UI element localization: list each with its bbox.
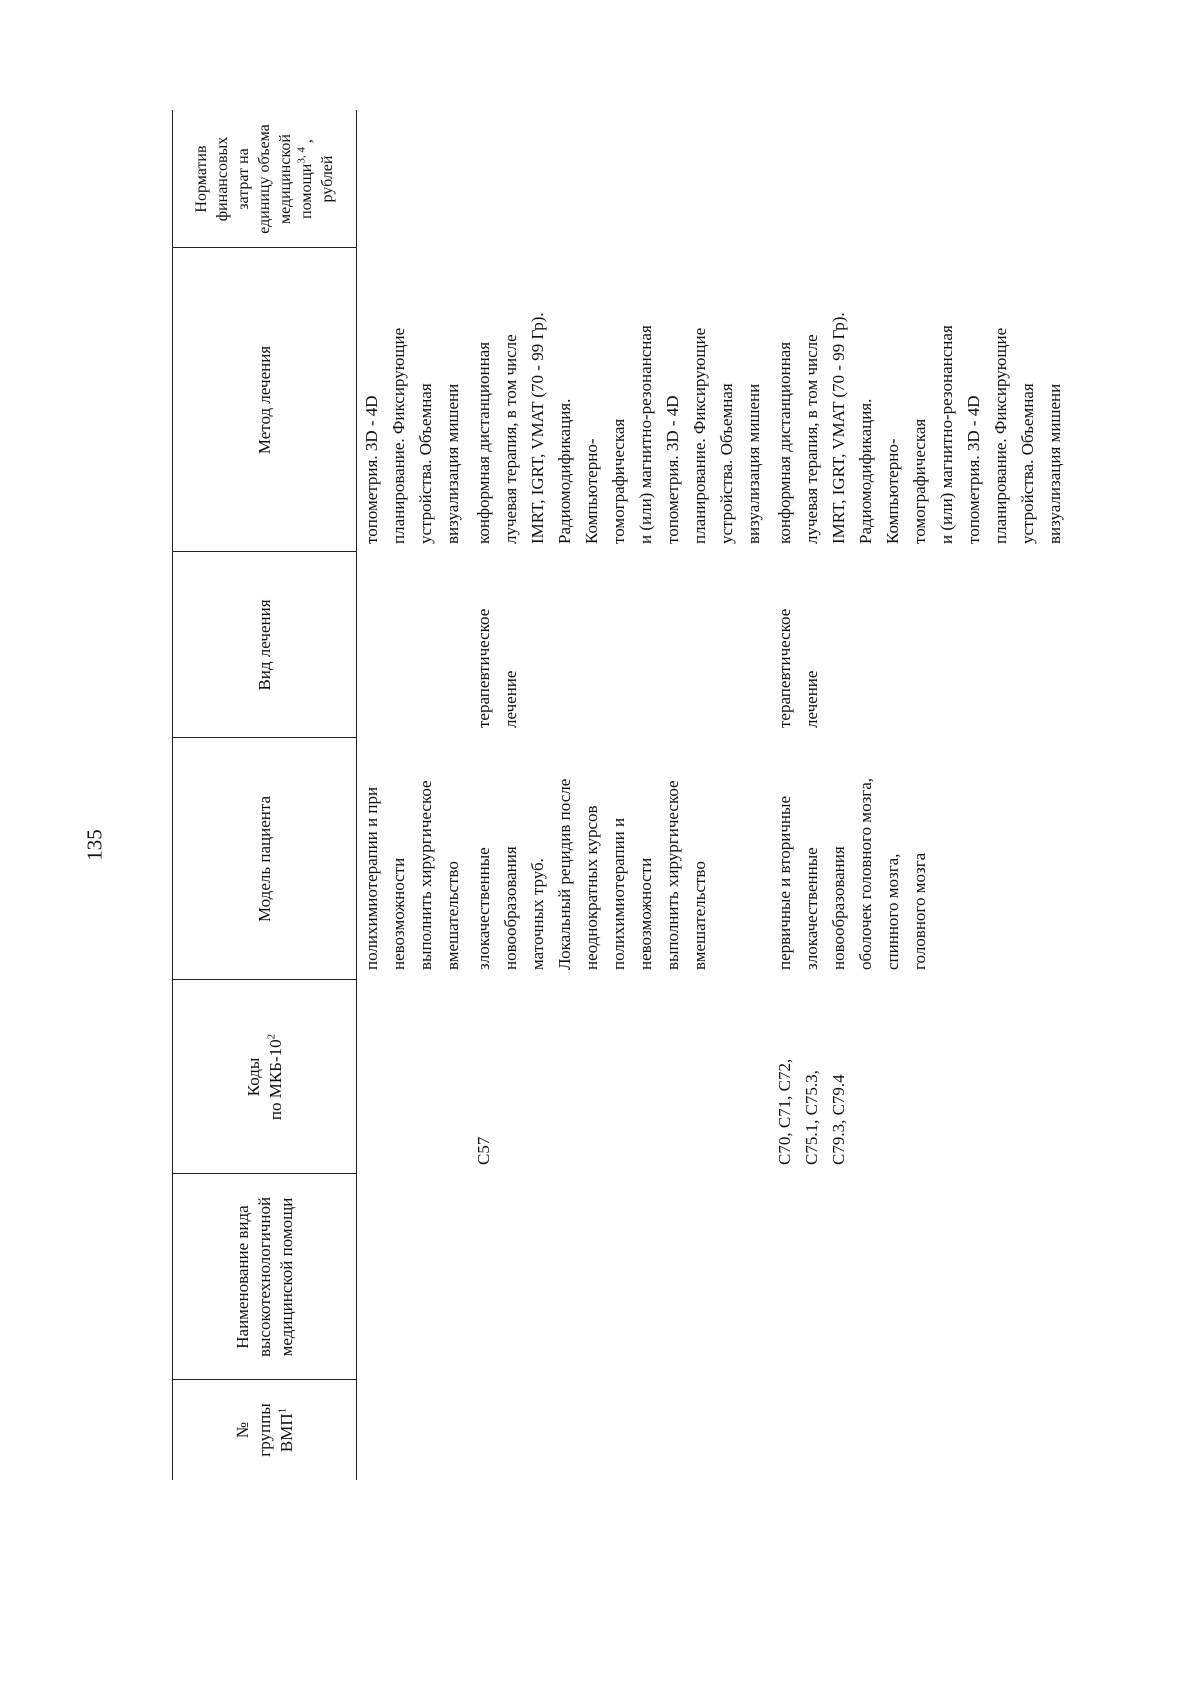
header-method: Метод лечения xyxy=(254,345,274,455)
row2-codes: C57 xyxy=(474,1136,493,1165)
header-name: Наименование вида высокотехнологичной медицинской помощи xyxy=(232,1196,296,1358)
header-codes: Коды по МКБ-$10^2$ xyxy=(243,1033,285,1121)
table-header xyxy=(172,110,357,1480)
header-norm: Норматив финансовых затрат на единицу объема медицинской помощи$^{3, 4}$ , рублей xyxy=(193,124,336,234)
row1-method: топометрия. 3D - 4D планирование. Фиксирующие устройства. Объемная визуализация мишени xyxy=(362,327,462,544)
table-body xyxy=(358,110,1148,1480)
row3-model: первичные и вторичные злокачественные новообразования оболочек головного мозга, спинного мозга, головного мозга xyxy=(775,777,929,970)
row1-model: полихимиотерапии и при невозможности выполнить хирургическое вмешательство xyxy=(362,780,462,970)
page-number: 135 xyxy=(82,829,107,861)
row2-model: злокачественные новообразования маточных труб. Локальный рецидив после неоднократных курсов полихимиотерапии и невозможности выполнить хирургическое вмешательство xyxy=(474,778,709,970)
row3-codes: C70, C71, C72, C75.1, C75.3, C79.3, C79.4 xyxy=(775,1058,848,1165)
row3-type: терапевтическое лечение xyxy=(775,608,821,728)
row2-type: терапевтическое лечение xyxy=(474,608,520,728)
header-group: № группы ВМП$^1$ xyxy=(232,1403,296,1457)
row3-method: конформная дистанционная лучевая терапия, в том числе IMRT, IGRT, VMAT (70 - 99 Гр). Радиомодификация. Компьютерно- томографическая и (или) магнитно-резонансная топометрия. 3D - 4D планирование. Фиксирующие устройства. Объемная визуализация мишени xyxy=(775,312,1064,544)
header-model: Модель пациента xyxy=(254,795,274,923)
row2-method: конформная дистанционная лучевая терапия, в том числе IMRT, IGRT, VMAT (70 - 99 Гр). Радиомодификация. Компьютерно- томографическая и (или) магнитно-резонансная топометрия. 3D - 4D планирование. Фиксирующие устройства. Объемная визуализация мишени xyxy=(474,312,763,544)
header-type: Вид лечения xyxy=(254,599,274,691)
